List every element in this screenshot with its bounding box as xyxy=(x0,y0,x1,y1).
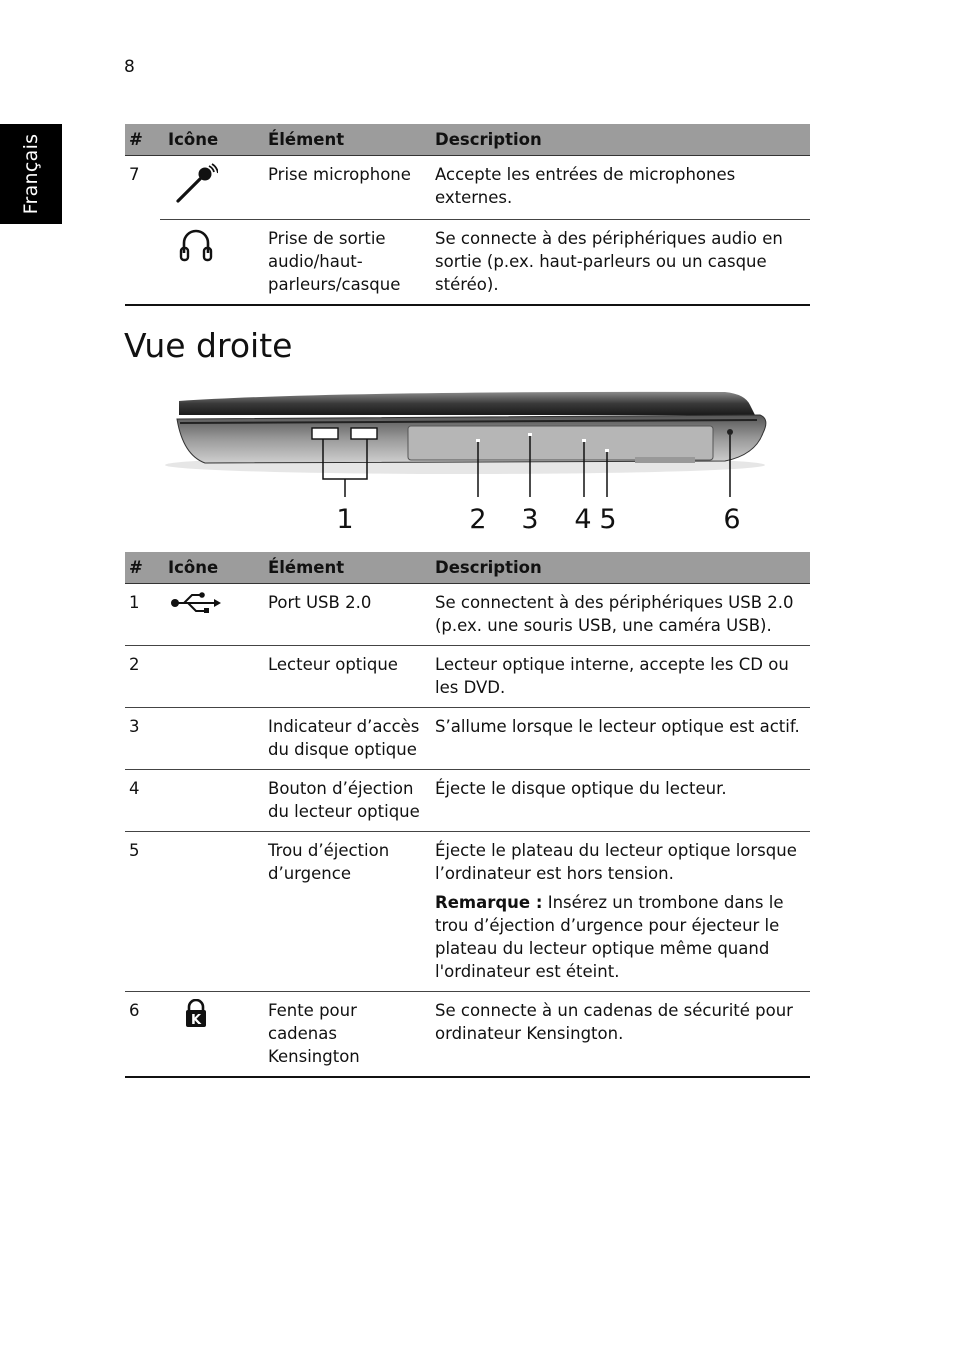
header-icon: Icône xyxy=(160,124,260,156)
callout-6: 6 xyxy=(723,504,741,535)
header-description: Description xyxy=(427,552,810,584)
row-num: 3 xyxy=(125,708,160,770)
table-row xyxy=(125,708,810,770)
row-num: 1 xyxy=(125,584,160,646)
table-row xyxy=(125,220,810,306)
callout-3: 3 xyxy=(521,504,539,535)
row-description: Se connecte à un cadenas de sécurité pour ordinateur Kensington. xyxy=(427,992,810,1078)
section-title: Vue droite xyxy=(124,326,293,365)
row-element: Prise microphone xyxy=(260,156,427,220)
bottom-spec-table xyxy=(125,552,810,1078)
header-element: Élément xyxy=(260,124,427,156)
row-num xyxy=(125,220,160,306)
row-num: 2 xyxy=(125,646,160,708)
callout-4: 4 xyxy=(574,504,592,535)
row-element: Bouton d’éjection du lecteur optique xyxy=(260,770,427,832)
row-description: S’allume lorsque le lecteur optique est actif. xyxy=(427,708,810,770)
page-number: 8 xyxy=(124,57,135,77)
table-row xyxy=(125,992,810,1078)
row-description: Se connecte à des périphériques audio en sortie (p.ex. haut-parleurs ou un casque stéréo). xyxy=(427,220,810,306)
row-element: Prise de sortie audio/haut-parleurs/casque xyxy=(260,220,427,306)
header-num: # xyxy=(125,124,160,156)
row-element: Lecteur optique xyxy=(260,646,427,708)
row-element: Port USB 2.0 xyxy=(260,584,427,646)
laptop-right-side-figure xyxy=(165,385,780,535)
row-element: Fente pour cadenas Kensington xyxy=(260,992,427,1078)
table-row xyxy=(125,832,810,992)
callout-2: 2 xyxy=(469,504,487,535)
row-description: Éjecte le disque optique du lecteur. xyxy=(427,770,810,832)
row-num: 5 xyxy=(125,832,160,992)
row-description: Accepte les entrées de microphones externes. xyxy=(427,156,810,220)
row-num: 7 xyxy=(129,165,140,184)
row-element: Indicateur d’accès du disque optique xyxy=(260,708,427,770)
callout-1: 1 xyxy=(336,504,354,535)
header-element: Élément xyxy=(260,552,427,584)
row-description-cell xyxy=(427,832,810,992)
header-num: # xyxy=(125,552,160,584)
usb-icon xyxy=(170,600,222,619)
table-row xyxy=(125,770,810,832)
microphone-icon xyxy=(174,190,218,209)
row-element: Trou d’éjection d’urgence xyxy=(260,832,427,992)
note-text: Insérez un trombone dans le trou d’éjection d’urgence pour éjecteur le plateau du lecteur optique même quand l'ordinateur est éteint. xyxy=(435,893,784,981)
headphones-icon xyxy=(179,248,213,267)
row-num: 4 xyxy=(125,770,160,832)
row-description: Lecteur optique interne, accepte les CD ou les DVD. xyxy=(427,646,810,708)
table-row xyxy=(125,646,810,708)
header-icon: Icône xyxy=(160,552,260,584)
svg-text:K: K xyxy=(190,1013,202,1028)
laptop-illustration xyxy=(165,385,780,535)
language-tab-label: Français xyxy=(20,133,42,215)
header-description: Description xyxy=(427,124,810,156)
callout-5: 5 xyxy=(599,504,617,535)
table-row xyxy=(125,584,810,646)
note xyxy=(435,891,810,983)
row-num: 6 xyxy=(125,992,160,1078)
note-label: Remarque : xyxy=(435,893,543,912)
top-spec-table xyxy=(125,124,810,306)
row-description: Se connectent à des périphériques USB 2.0 (p.ex. une souris USB, une caméra USB). xyxy=(427,584,810,646)
row-description: Éjecte le plateau du lecteur optique lorsque l’ordinateur est hors tension. xyxy=(435,841,797,883)
table-header-row xyxy=(125,124,810,156)
table-row xyxy=(125,156,810,220)
language-tab xyxy=(0,124,62,224)
kensington-lock-icon xyxy=(184,1014,208,1033)
table-header-row xyxy=(125,552,810,584)
